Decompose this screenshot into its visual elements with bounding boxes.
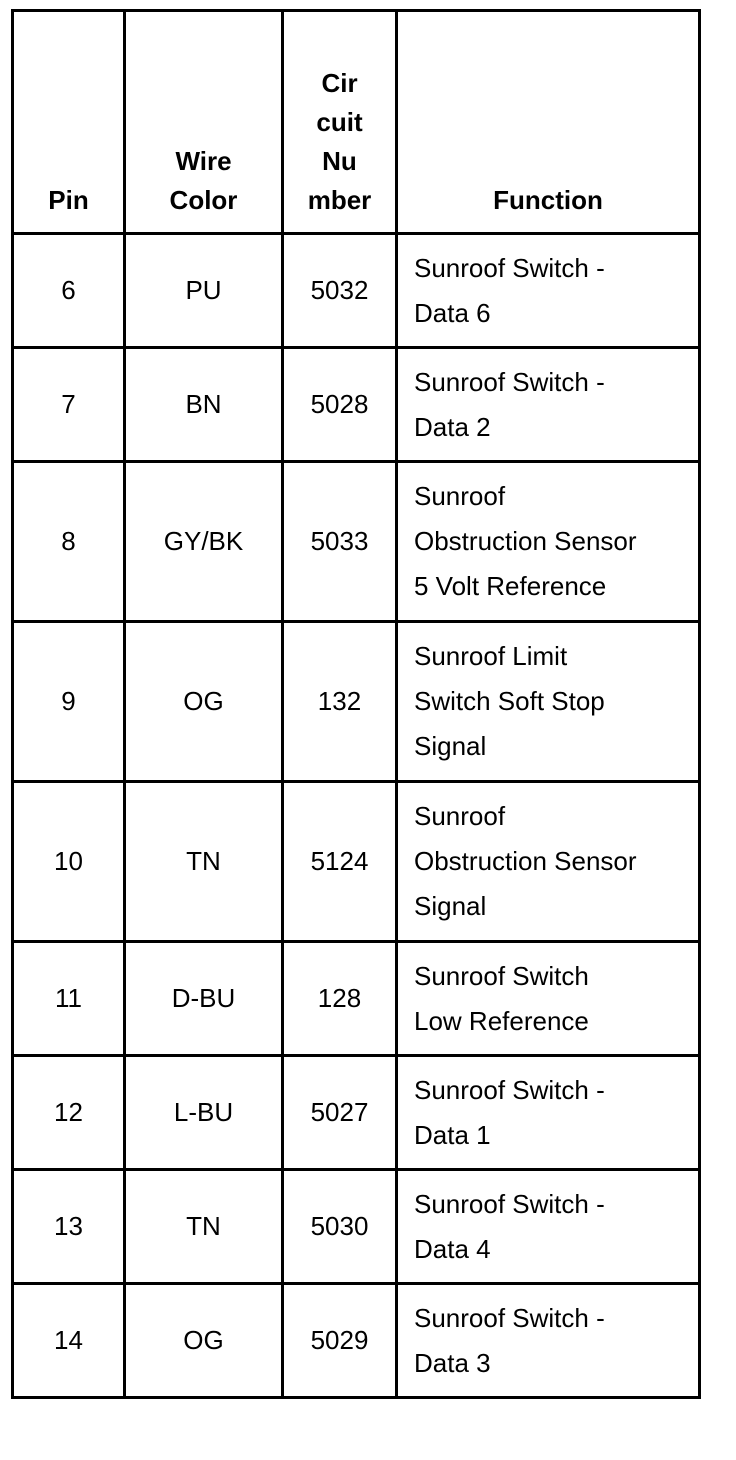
wire-color-cell: TN bbox=[125, 1170, 283, 1284]
table-row bbox=[13, 348, 700, 462]
circuit-cell: 5030 bbox=[283, 1170, 397, 1284]
header-pin: Pin bbox=[13, 11, 125, 234]
function-cell: Sunroof Switch - Data 6 bbox=[397, 234, 700, 348]
table-row bbox=[13, 1284, 700, 1398]
function-cell: Sunroof Switch Low Reference bbox=[397, 942, 700, 1056]
function-cell: Sunroof Switch - Data 3 bbox=[397, 1284, 700, 1398]
wire-color-cell: D-BU bbox=[125, 942, 283, 1056]
wire-color-cell: BN bbox=[125, 348, 283, 462]
wire-color-cell: GY/BK bbox=[125, 462, 283, 622]
circuit-cell: 5033 bbox=[283, 462, 397, 622]
header-circuit-number: Cir cuit Nu mber bbox=[283, 11, 397, 234]
function-cell: Sunroof Switch - Data 4 bbox=[397, 1170, 700, 1284]
header-function: Function bbox=[397, 11, 700, 234]
header-row bbox=[13, 11, 700, 234]
connector-pinout-table bbox=[11, 9, 701, 1399]
wire-color-cell: L-BU bbox=[125, 1056, 283, 1170]
function-cell: Sunroof Obstruction Sensor Signal bbox=[397, 782, 700, 942]
pin-cell: 12 bbox=[13, 1056, 125, 1170]
table-row bbox=[13, 1056, 700, 1170]
circuit-cell: 5027 bbox=[283, 1056, 397, 1170]
pin-cell: 14 bbox=[13, 1284, 125, 1398]
wire-color-cell: PU bbox=[125, 234, 283, 348]
wire-color-cell: OG bbox=[125, 622, 283, 782]
table-row bbox=[13, 234, 700, 348]
pin-cell: 8 bbox=[13, 462, 125, 622]
wire-color-cell: TN bbox=[125, 782, 283, 942]
pin-cell: 9 bbox=[13, 622, 125, 782]
pin-cell: 7 bbox=[13, 348, 125, 462]
circuit-cell: 5124 bbox=[283, 782, 397, 942]
function-cell: Sunroof Limit Switch Soft Stop Signal bbox=[397, 622, 700, 782]
table-header bbox=[13, 11, 700, 234]
table-row bbox=[13, 782, 700, 942]
circuit-cell: 5029 bbox=[283, 1284, 397, 1398]
circuit-cell: 5032 bbox=[283, 234, 397, 348]
function-cell: Sunroof Obstruction Sensor 5 Volt Reference bbox=[397, 462, 700, 622]
header-wire-color: Wire Color bbox=[125, 11, 283, 234]
circuit-cell: 132 bbox=[283, 622, 397, 782]
pin-cell: 13 bbox=[13, 1170, 125, 1284]
table-row bbox=[13, 622, 700, 782]
table-row bbox=[13, 942, 700, 1056]
circuit-cell: 5028 bbox=[283, 348, 397, 462]
function-cell: Sunroof Switch - Data 1 bbox=[397, 1056, 700, 1170]
pin-cell: 11 bbox=[13, 942, 125, 1056]
table-row bbox=[13, 1170, 700, 1284]
circuit-cell: 128 bbox=[283, 942, 397, 1056]
function-cell: Sunroof Switch - Data 2 bbox=[397, 348, 700, 462]
table-row bbox=[13, 462, 700, 622]
pin-cell: 6 bbox=[13, 234, 125, 348]
wire-color-cell: OG bbox=[125, 1284, 283, 1398]
pin-cell: 10 bbox=[13, 782, 125, 942]
